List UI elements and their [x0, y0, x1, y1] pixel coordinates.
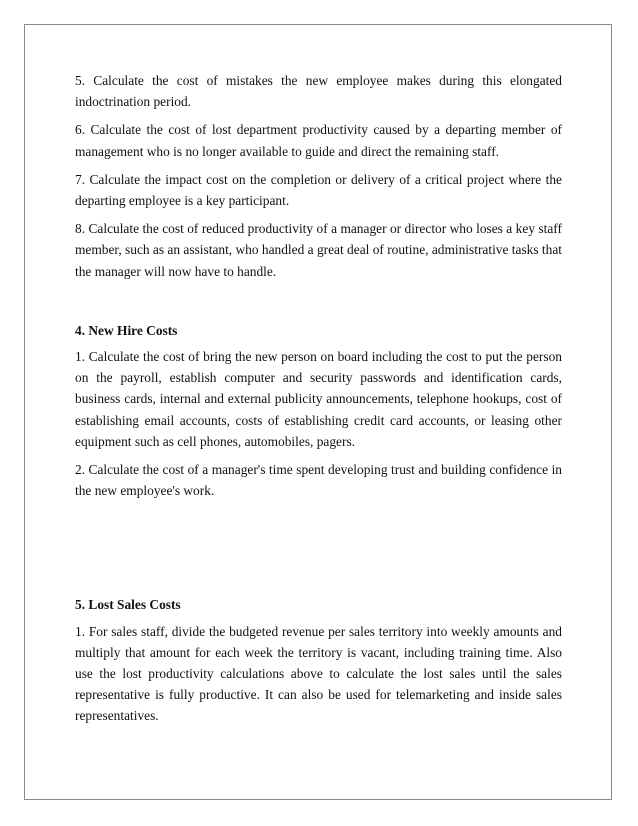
- paragraph-lost-sales-1: 1. For sales staff, divide the budgeted revenue per sales territory into weekly amounts and multiply that amount for each week the territory is vacant, including training time. Also use the lost productivity calculations above to calculate the lost sales until the sales representative is fully productive. It can also be used for telemarketing and inside sales representatives.: [75, 623, 562, 724]
- spacer: [75, 508, 562, 594]
- paragraph-item-7: 7. Calculate the impact cost on the completion or delivery of a critical project where the departing employee is a key participant.: [75, 171, 562, 209]
- paragraph-new-hire-1: 1. Calculate the cost of bring the new person on board including the cost to put the person on the payroll, establish computer and security passwords and identification cards, business cards, internal and external publicity announcements, telephone hookups, cost of establishing email accounts, costs of establishing credit card accounts, or leasing other equipment such as cell phones, automobiles, pagers.: [75, 349, 562, 449]
- section-heading-new-hire-costs: 4. New Hire Costs: [75, 322, 178, 338]
- paragraph-item-8: 8. Calculate the cost of reduced productivity of a manager or director who loses a key staff member, such as an assistant, who handled a great deal of routine, administrative tasks that the manager will now have to handle.: [75, 221, 562, 279]
- section-heading-lost-sales-costs: 5. Lost Sales Costs: [75, 597, 181, 613]
- paragraph-item-6: 6. Calculate the cost of lost department productivity caused by a departing member of management who is no longer available to guide and direct the remaining staff.: [75, 122, 562, 159]
- spacer: [75, 289, 562, 320]
- paragraph-item-5: 5. Calculate the cost of mistakes the new employee makes during this elongated indoctrination period.: [75, 73, 562, 110]
- paragraph-new-hire-2: 2. Calculate the cost of a manager's time spent developing trust and building confidence in the new employee's work.: [75, 462, 562, 499]
- document-body: [75, 70, 562, 734]
